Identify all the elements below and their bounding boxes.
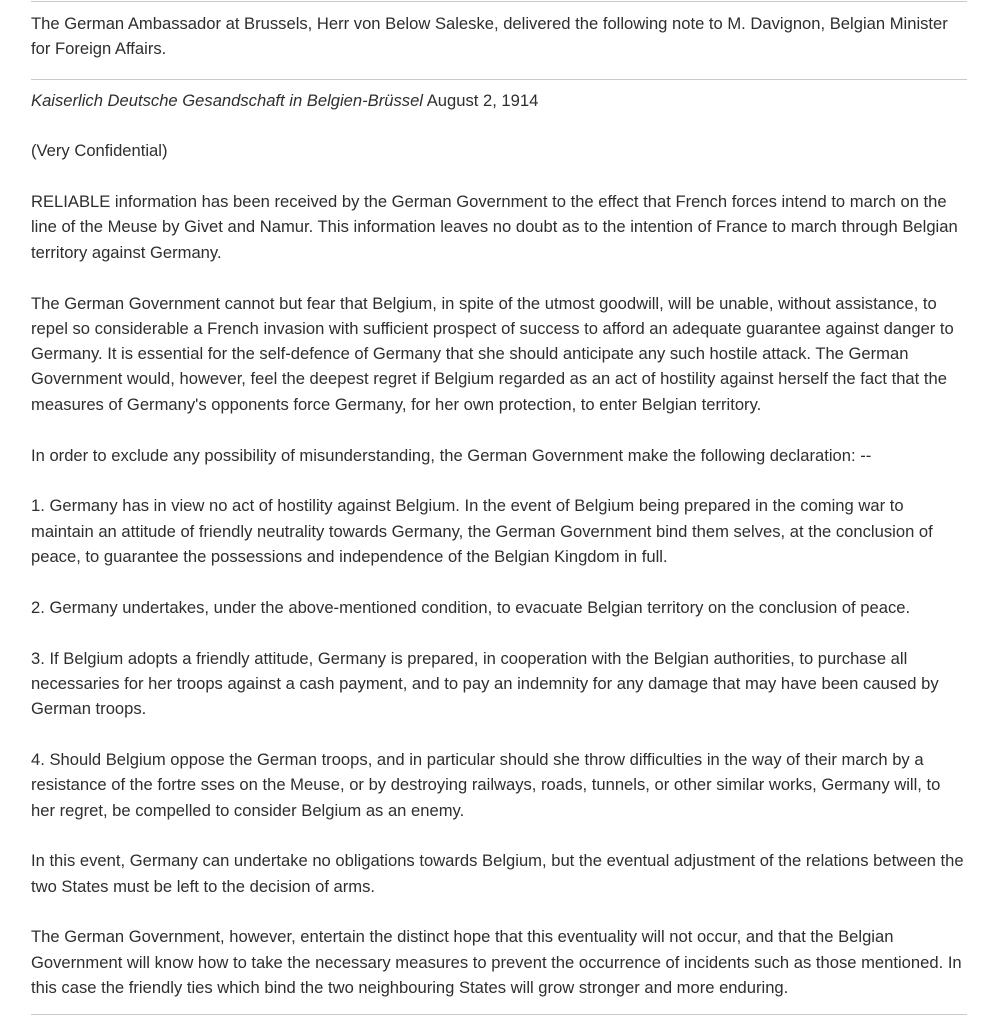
letter-date: August 2, 1914: [426, 90, 539, 110]
letter-paragraph: In order to exclude any possibility of misunderstanding, the German Government make the following declaration: --: [31, 445, 872, 465]
letter-body: [31, 80, 967, 1001]
intro-paragraph: The German Ambassador at Brussels, Herr von Below Saleske, delivered the following note to M. Davignon, Belgian Minister for Foreign Affairs.: [31, 14, 948, 59]
letter-paragraph: 1. Germany has in view no act of hostility against Belgium. In the event of Belgium being prepared in the coming war to maintain an attitude of friendly neutrality towards Germany, the German Government bind them selves, at the conclusion of peace, to guarantee the possessions and independence of the Belgian Kingdom in full.: [31, 496, 933, 566]
top-divider: [31, 1, 967, 2]
document-page: [31, 1, 967, 1015]
letter-paragraph: In this event, Germany can undertake no obligations towards Belgium, but the eventual adjustment of the relations between the two States must be left to the decision of arms.: [31, 851, 964, 896]
letter-paragraph: 2. Germany undertakes, under the above-mentioned condition, to evacuate Belgian territory on the conclusion of peace.: [31, 597, 911, 617]
letter-paragraph: RELIABLE information has been received by the German Government to the effect that French forces intend to march on the line of the Meuse by Givet and Namur. This information leaves no doubt as to the intention of France to march through Belgian territory against Germany.: [31, 192, 958, 262]
classification-note: (Very Confidential): [31, 141, 168, 161]
letter-paragraph: 3. If Belgium adopts a friendly attitude, Germany is prepared, in cooperation with the Belgian authorities, to purchase all necessaries for her troops against a cash payment, and to pay an indemnity for any damage that may have been caused by German troops.: [31, 648, 939, 719]
letter-heading: [31, 88, 967, 113]
letter-paragraph: The German Government, however, entertain the distinct hope that this eventuality will not occur, and that the Belgian Government will know how to take the necessary measures to prevent the occurrence of incidents such as those mentioned. In this case the friendly ties which bind the two neighbouring States will grow stronger and more enduring.: [31, 927, 962, 998]
letter-paragraph: The German Government cannot but fear that Belgium, in spite of the utmost goodwill, will be unable, without assistance, to repel so considerable a French invasion with sufficient prospect of success to afford an adequate guarantee against danger to Germany. It is essential for the self-defence of Germany that she should anticipate any such hostile attack. The German Government would, however, feel the deepest regret if Belgium regarded as an act of hostility against herself the fact that the measures of Germany's opponents force Germany, for her own protection, to enter Belgian territory.: [31, 293, 954, 414]
legation-name: Kaiserlich Deutsche Gesandschaft in Belgien-Brüssel: [31, 90, 423, 110]
letter-paragraph: 4. Should Belgium oppose the German troops, and in particular should she throw difficulties in the way of their march by a resistance of the fortre sses on the Meuse, or by destroying railways, roads, tunnels, or other similar works, Germany will, to her regret, be compelled to consider Belgium as an enemy.: [31, 749, 941, 820]
